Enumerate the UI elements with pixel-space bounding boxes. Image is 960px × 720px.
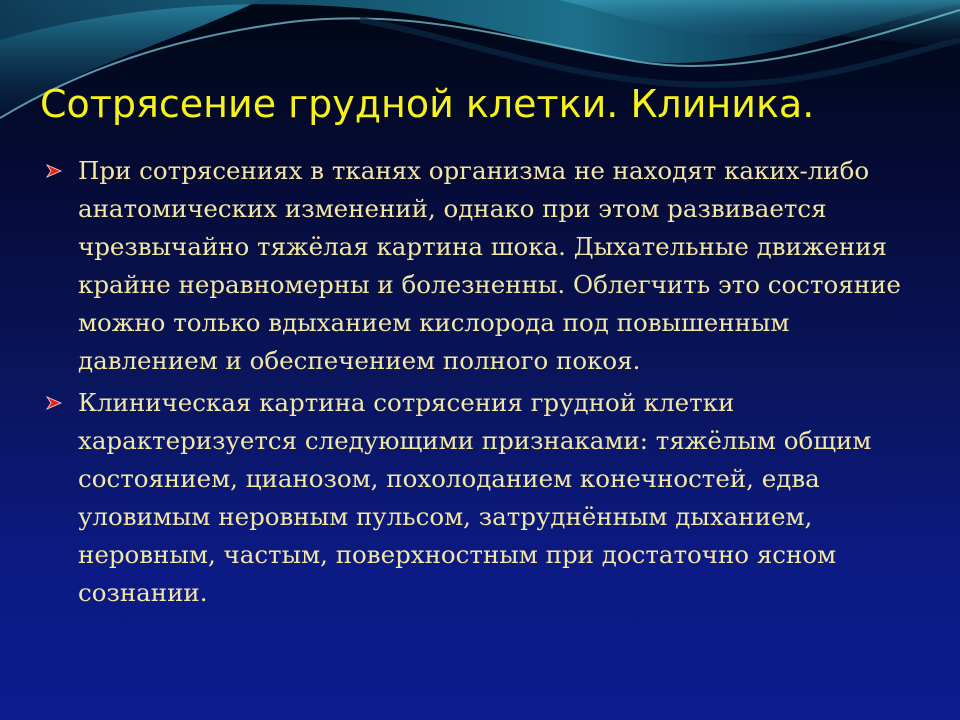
arrow-bullet-icon	[46, 164, 62, 178]
slide-title: Сотрясение грудной клетки. Клиника.	[40, 82, 815, 126]
bullet-list	[46, 152, 906, 616]
bullet-text: При сотрясениях в тканях организма не находят каких-либо анатомических изменений, однако при этом развивается чрезвычайно тяжёлая картина шока. Дыхательные движения крайне неравномерны и болезненны. Облегчить это состояние можно только вдыханием кислорода под повышенным давлением и обеспечением полного покоя.	[78, 156, 901, 375]
arrow-bullet-icon	[46, 396, 62, 410]
bullet-item	[46, 384, 906, 612]
bullet-text: Клиническая картина сотрясения грудной клетки характеризуется следующими признаками: тяжёлым общим состоянием, цианозом, похолоданием конечностей, едва уловимым неровным пульсом, затруднённым дыханием, неровным, частым, поверхностным при достаточно ясном сознании.	[78, 388, 872, 607]
bullet-item	[46, 152, 906, 380]
